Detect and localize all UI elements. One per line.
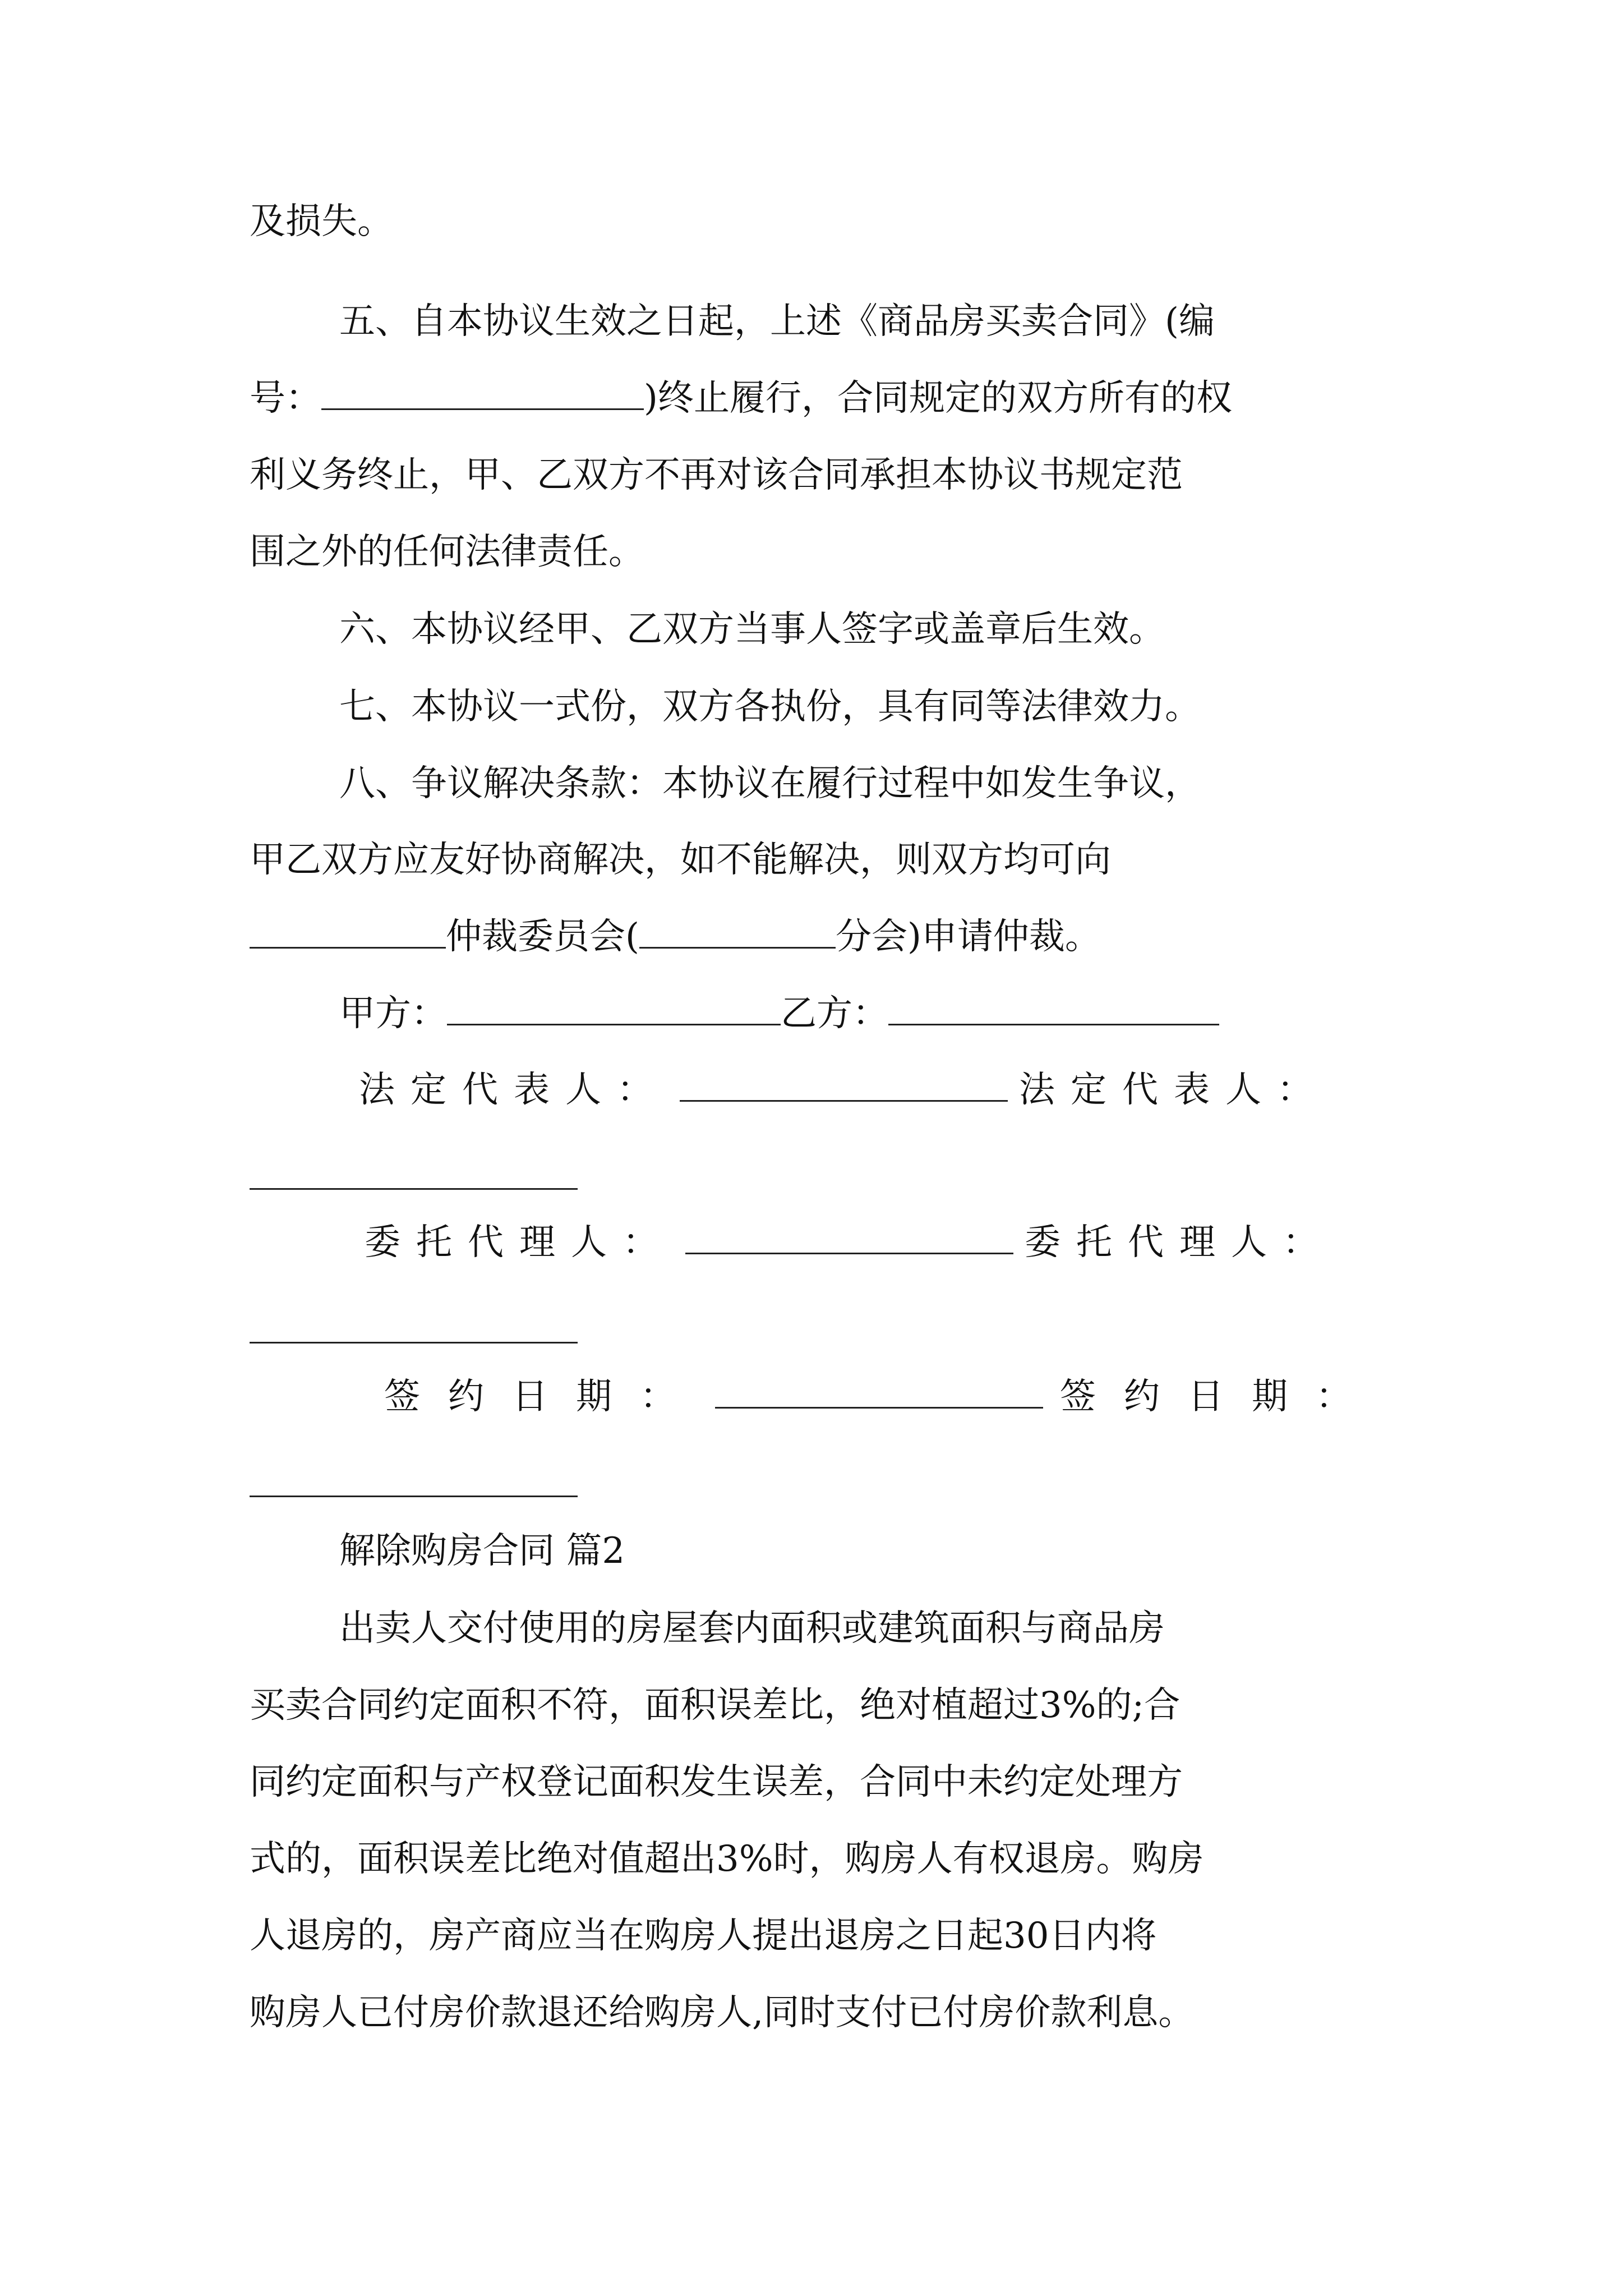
legal-rep-b-label: 法定代表人： [1019, 1069, 1329, 1111]
line-text: 甲乙双方应友好协商解决，如不能解决，则双方均可向 [250, 839, 1111, 881]
clause-5-line-4 [250, 521, 1388, 583]
agent-b-label: 委托代理人： [1025, 1222, 1334, 1263]
section-2-line-6 [250, 1982, 1388, 2044]
date-a-blank [715, 1371, 1043, 1409]
clause-6 [339, 599, 1388, 660]
agent-b-blank [250, 1342, 578, 1343]
line-text: 人退房的，房产商应当在购房人提出退房之日起30日内将 [250, 1915, 1157, 1957]
line-text: 利义务终止，甲、乙双方不再对该合同承担本协议书规定范 [250, 454, 1183, 496]
party-a-blank [447, 988, 781, 1025]
line-text: 及损失。 [250, 201, 393, 242]
legal-rep-b-blank [250, 1188, 578, 1190]
legal-rep-a-blank [680, 1064, 1008, 1102]
agent-a-blank [685, 1217, 1013, 1254]
section-2-line-1 [339, 1598, 1388, 1659]
legal-rep-row [359, 1059, 1368, 1121]
clause-5-line-3 [250, 444, 1388, 506]
clause-5-line-1 [339, 291, 1388, 352]
line-text: 号： [250, 378, 321, 419]
signature-party-row [339, 983, 1293, 1045]
clause-8-line-3 [250, 906, 1388, 968]
date-a-label: 签约日期： [384, 1376, 704, 1418]
line-text: 八、争议解决条款：本协议在履行过程中如发生争议， [339, 763, 1201, 804]
legal-rep-a-label: 法定代表人： [359, 1069, 668, 1111]
arbitration-commission-blank [250, 911, 446, 949]
clause-5-line-2 [250, 367, 1388, 429]
text-line-1 [250, 191, 1388, 252]
date-row [384, 1366, 1394, 1428]
line-text: 围之外的任何法律责任。 [250, 531, 644, 573]
section-2-heading [339, 1520, 1012, 1582]
section-2-line-4 [250, 1828, 1388, 1890]
line-text: 买卖合同约定面积不符，面积误差比，绝对植超过3%的;合 [250, 1685, 1181, 1726]
branch-blank [639, 911, 836, 949]
date-b-blank [250, 1496, 578, 1497]
clause-7 [339, 676, 1405, 738]
contract-number-blank [321, 372, 644, 410]
line-text: 仲裁委员会( [446, 916, 639, 958]
clause-8-line-1 [339, 753, 1405, 815]
line-text: 同约定面积与产权登记面积发生误差，合同中未约定处理方 [250, 1761, 1183, 1803]
party-b-label: 乙方： [781, 993, 888, 1034]
clause-8-line-2 [250, 829, 1388, 891]
line-text: 七、本协议一式份，双方各执份，具有同等法律效力。 [339, 686, 1201, 728]
line-text: 出卖人交付使用的房屋套内面积或建筑面积与商品房 [339, 1608, 1165, 1649]
line-text: 分会)申请仲裁。 [835, 916, 1101, 958]
line-text: 六、本协议经甲、乙双方当事人签字或盖章后生效。 [339, 609, 1165, 650]
agent-row [365, 1212, 1374, 1273]
date-b-label: 签约日期： [1060, 1376, 1380, 1418]
line-text: 式的，面积误差比绝对值超出3%时，购房人有权退房。购房 [250, 1838, 1204, 1880]
agent-a-label: 委托代理人： [365, 1222, 674, 1263]
section-2-line-3 [250, 1751, 1388, 1813]
party-b-blank [888, 988, 1219, 1025]
section-2-line-5 [250, 1905, 1388, 1967]
heading-text: 解除购房合同 篇2 [339, 1530, 625, 1572]
section-2-line-2 [250, 1674, 1388, 1736]
line-text: 五、自本协议生效之日起，上述《商品房买卖合同》(编 [339, 301, 1215, 342]
party-a-label: 甲方： [339, 993, 447, 1034]
line-text: 购房人已付房价款退还给购房人,同时支付已付房价款利息。 [250, 1992, 1195, 2033]
line-text: )终止履行，合同规定的双方所有的权 [644, 378, 1232, 419]
